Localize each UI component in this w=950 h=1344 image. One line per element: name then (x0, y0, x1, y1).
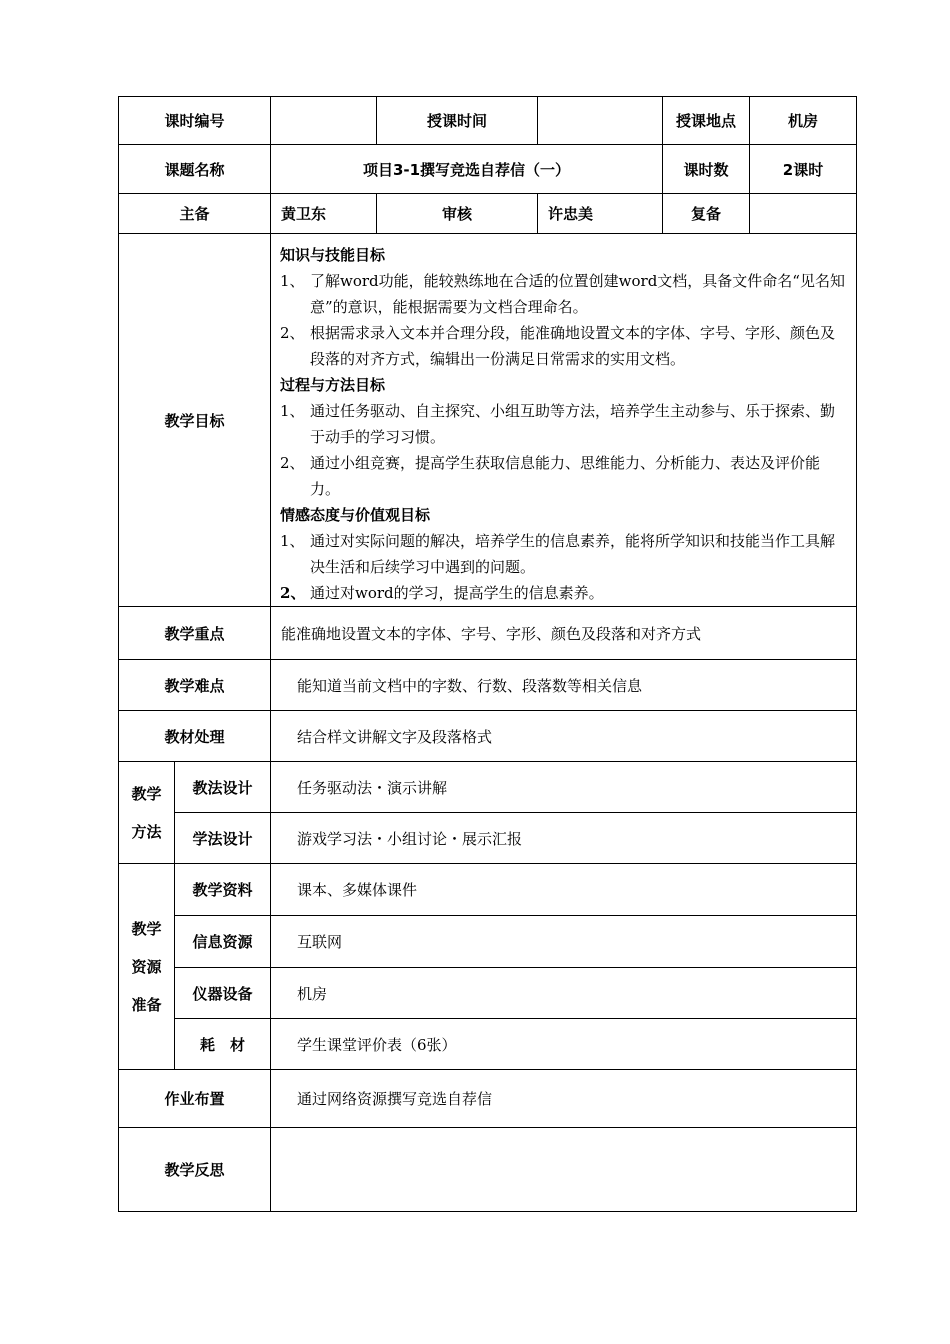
reflection-label: 教学反思 (119, 1128, 271, 1212)
consumables-row (119, 1019, 857, 1070)
material-handling-label: 教材处理 (119, 711, 271, 762)
knowledge-skills-heading: 知识与技能目标 (280, 246, 386, 264)
info-resources-value: 互联网 (271, 916, 857, 968)
methods-label-line: 教学 (131, 784, 162, 803)
resources-label-line: 资源 (131, 957, 162, 976)
teaching-materials-label: 教学资料 (175, 864, 271, 916)
second-preparer-label: 复备 (663, 194, 750, 234)
class-time-label: 授课时间 (377, 97, 538, 145)
equipment-row (119, 968, 857, 1019)
lesson-number-label: 课时编号 (119, 97, 271, 145)
teaching-method-value: 任务驱动法・演示讲解 (271, 762, 857, 813)
learning-method-value: 游戏学习法・小组讨论・展示汇报 (271, 813, 857, 864)
equipment-label: 仪器设备 (175, 968, 271, 1019)
reflection-row (119, 1128, 857, 1212)
methods-group-label (119, 762, 175, 864)
process-item (280, 450, 848, 502)
homework-value: 通过网络资源撰写竞选自荐信 (271, 1070, 857, 1128)
info-resources-row (119, 916, 857, 968)
equipment-value: 机房 (271, 968, 857, 1019)
topic-label: 课题名称 (119, 145, 271, 194)
teaching-method-label: 教法设计 (175, 762, 271, 813)
teaching-materials-row (119, 864, 857, 916)
learning-method-label: 学法设计 (175, 813, 271, 864)
knowledge-item (280, 320, 848, 372)
resources-label-line: 教学 (131, 919, 162, 938)
key-points-value: 能准确地设置文本的字体、字号、字形、颜色及段落和对齐方式 (271, 607, 857, 660)
item-number: 1、 (280, 272, 305, 290)
difficulties-label: 教学难点 (119, 660, 271, 711)
attitude-item (280, 580, 848, 606)
attitude-values-heading: 情感态度与价值观目标 (280, 506, 431, 524)
difficulties-value: 能知道当前文档中的字数、行数、段落数等相关信息 (271, 660, 857, 711)
hours-label: 课时数 (663, 145, 750, 194)
item-text: 通过任务驱动、自主探究、小组互助等方法，培养学生主动参与、乐于探索、勤于动手的学习习惯。 (310, 402, 836, 446)
methods-label-line: 方法 (131, 822, 162, 841)
main-preparer-value: 黄卫东 (271, 194, 377, 234)
lesson-number-value (271, 97, 377, 145)
teaching-method-row (119, 762, 857, 813)
main-preparer-label: 主备 (119, 194, 271, 234)
objectives-label: 教学目标 (119, 234, 271, 607)
objectives-content (271, 234, 857, 607)
item-number: 2、 (280, 584, 306, 602)
reflection-value (271, 1128, 857, 1212)
material-handling-row (119, 711, 857, 762)
topic-row (119, 145, 857, 194)
reviewer-label: 审核 (377, 194, 538, 234)
objectives-row (119, 234, 857, 607)
hours-value: 2课时 (750, 145, 857, 194)
material-handling-value: 结合样文讲解文字及段落格式 (271, 711, 857, 762)
topic-value: 项目3-1撰写竞选自荐信（一） (271, 145, 663, 194)
homework-row (119, 1070, 857, 1128)
key-points-row (119, 607, 857, 660)
item-number: 2、 (280, 324, 305, 342)
class-location-value: 机房 (750, 97, 857, 145)
consumables-value: 学生课堂评价表（6张） (271, 1019, 857, 1070)
item-text: 通过对实际问题的解决，培养学生的信息素养，能将所学知识和技能当作工具解决生活和后续学习中遇到的问题。 (310, 532, 836, 576)
item-number: 2、 (280, 454, 305, 472)
resources-label-line: 准备 (131, 995, 162, 1014)
difficulties-row (119, 660, 857, 711)
info-resources-label: 信息资源 (175, 916, 271, 968)
item-text: 通过小组竞赛，提高学生获取信息能力、思维能力、分析能力、表达及评价能力。 (310, 454, 821, 498)
key-points-label: 教学重点 (119, 607, 271, 660)
learning-method-row (119, 813, 857, 864)
lesson-plan-table (118, 96, 857, 1212)
homework-label: 作业布置 (119, 1070, 271, 1128)
consumables-label: 耗 材 (175, 1019, 271, 1070)
attitude-item (280, 528, 848, 580)
staff-row (119, 194, 857, 234)
item-text: 通过对word的学习，提高学生的信息素养。 (310, 584, 604, 602)
process-method-heading: 过程与方法目标 (280, 376, 386, 394)
item-number: 1、 (280, 402, 305, 420)
item-text: 了解word功能，能较熟练地在合适的位置创建word文档，具备文件命名“见名知意”的意识，能根据需要为文档合理命名。 (310, 272, 845, 316)
resources-group-label (119, 864, 175, 1070)
header-row (119, 97, 857, 145)
class-location-label: 授课地点 (663, 97, 750, 145)
teaching-materials-value: 课本、多媒体课件 (271, 864, 857, 916)
item-number: 1、 (280, 532, 305, 550)
process-item (280, 398, 848, 450)
knowledge-item (280, 268, 848, 320)
class-time-value (538, 97, 663, 145)
item-text: 根据需求录入文本并合理分段，能准确地设置文本的字体、字号、字形、颜色及段落的对齐方式，编辑出一份满足日常需求的实用文档。 (310, 324, 836, 368)
reviewer-value: 许忠美 (538, 194, 663, 234)
second-preparer-value (750, 194, 857, 234)
